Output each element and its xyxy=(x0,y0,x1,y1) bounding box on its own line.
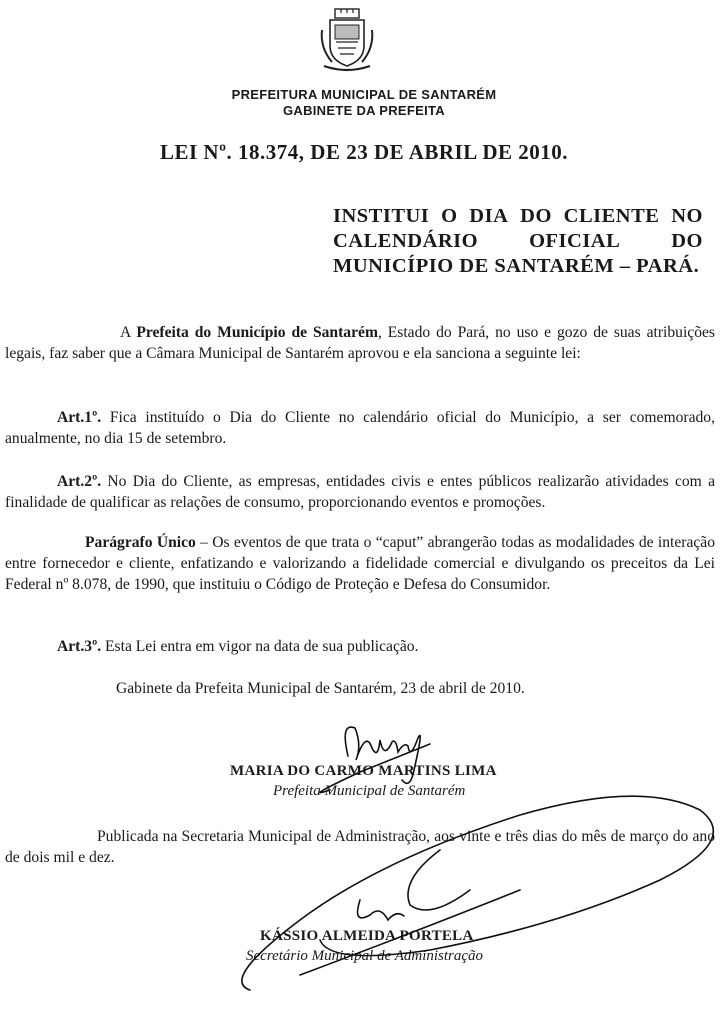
summary-word: DO xyxy=(520,205,552,227)
article-1 xyxy=(5,407,715,449)
law-title: LEI Nº. 18.374, DE 23 DE ABRIL DE 2010. xyxy=(160,140,568,164)
single-paragraph xyxy=(5,532,715,595)
coat-of-arms-icon xyxy=(318,8,376,72)
summary-word: DIA xyxy=(469,205,509,227)
summary-word: INSTITUI xyxy=(333,205,430,227)
signatory2-name: KÁSSIO ALMEIDA PORTELA xyxy=(260,928,474,944)
article-text: Esta Lei entra em vigor na data de sua publicação. xyxy=(101,638,419,655)
summary-word: OFICIAL xyxy=(529,230,621,252)
summary-word: O xyxy=(441,205,458,227)
preamble-paragraph xyxy=(5,322,715,364)
summary-word: NO xyxy=(671,205,703,227)
law-summary xyxy=(333,204,703,279)
summary-line: MUNICÍPIO DE SANTARÉM – PARÁ. xyxy=(333,255,700,277)
publication-text: Publicada na Secretaria Municipal de Administração, aos vinte e três dias do mês de março do ano de dois mil e dez. xyxy=(5,828,715,866)
office-name: GABINETE DA PREFEITA xyxy=(282,103,445,118)
publication-paragraph xyxy=(5,826,715,868)
closing-line: Gabinete da Prefeita Municipal de Santarém, 23 de abril de 2010. xyxy=(116,680,525,697)
article-2 xyxy=(5,471,715,513)
summary-word: DO xyxy=(671,230,703,252)
article-label: Art.2º. xyxy=(57,473,102,490)
summary-word: CALENDÁRIO xyxy=(333,230,479,252)
paragraph-text: – Os eventos de que trata o “caput” abrangerão todas as modalidades de interação entre fornecedor e cliente, enfatizando e valorizando a fidelidade comercial e divulgando os preceitos da Lei Federal nº 8.078, de 1990, que instituiu o Código de Proteção e Defesa do Consumidor. xyxy=(5,534,716,593)
signatory2-role: Secretário Municipal de Administração xyxy=(246,948,484,964)
institution-name: PREFEITURA MUNICIPAL DE SANTARÉM xyxy=(231,87,497,102)
signatory1-name: MARIA DO CARMO MARTINS LIMA xyxy=(230,763,497,779)
article-label: Art.1º. xyxy=(57,409,102,426)
article-3 xyxy=(5,636,715,657)
paragraph-label: Parágrafo Único xyxy=(85,534,196,551)
article-text: Fica instituído o Dia do Cliente no calendário oficial do Município, a ser comemorado, anualmente, no dia 15 de setembro. xyxy=(5,409,715,447)
article-text: No Dia do Cliente, as empresas, entidades civis e entes públicos realizarão atividades com a finalidade de qualificar as relações de consumo, proporcionando eventos e promoções. xyxy=(5,473,715,511)
article-label: Art.3º. xyxy=(57,638,102,655)
signatory1-role: Prefeita Municipal de Santarém xyxy=(273,783,466,799)
preamble-prefix: A xyxy=(120,324,131,341)
summary-word: CLIENTE xyxy=(563,205,660,227)
preamble-text: , Estado do Pará, no uso e gozo de suas atribuições legais, faz saber que a Câmara Municipal de Santarém aprovou e ela sanciona a seguinte lei: xyxy=(5,324,715,362)
preamble-bold: Prefeita do Município de Santarém xyxy=(136,324,378,341)
